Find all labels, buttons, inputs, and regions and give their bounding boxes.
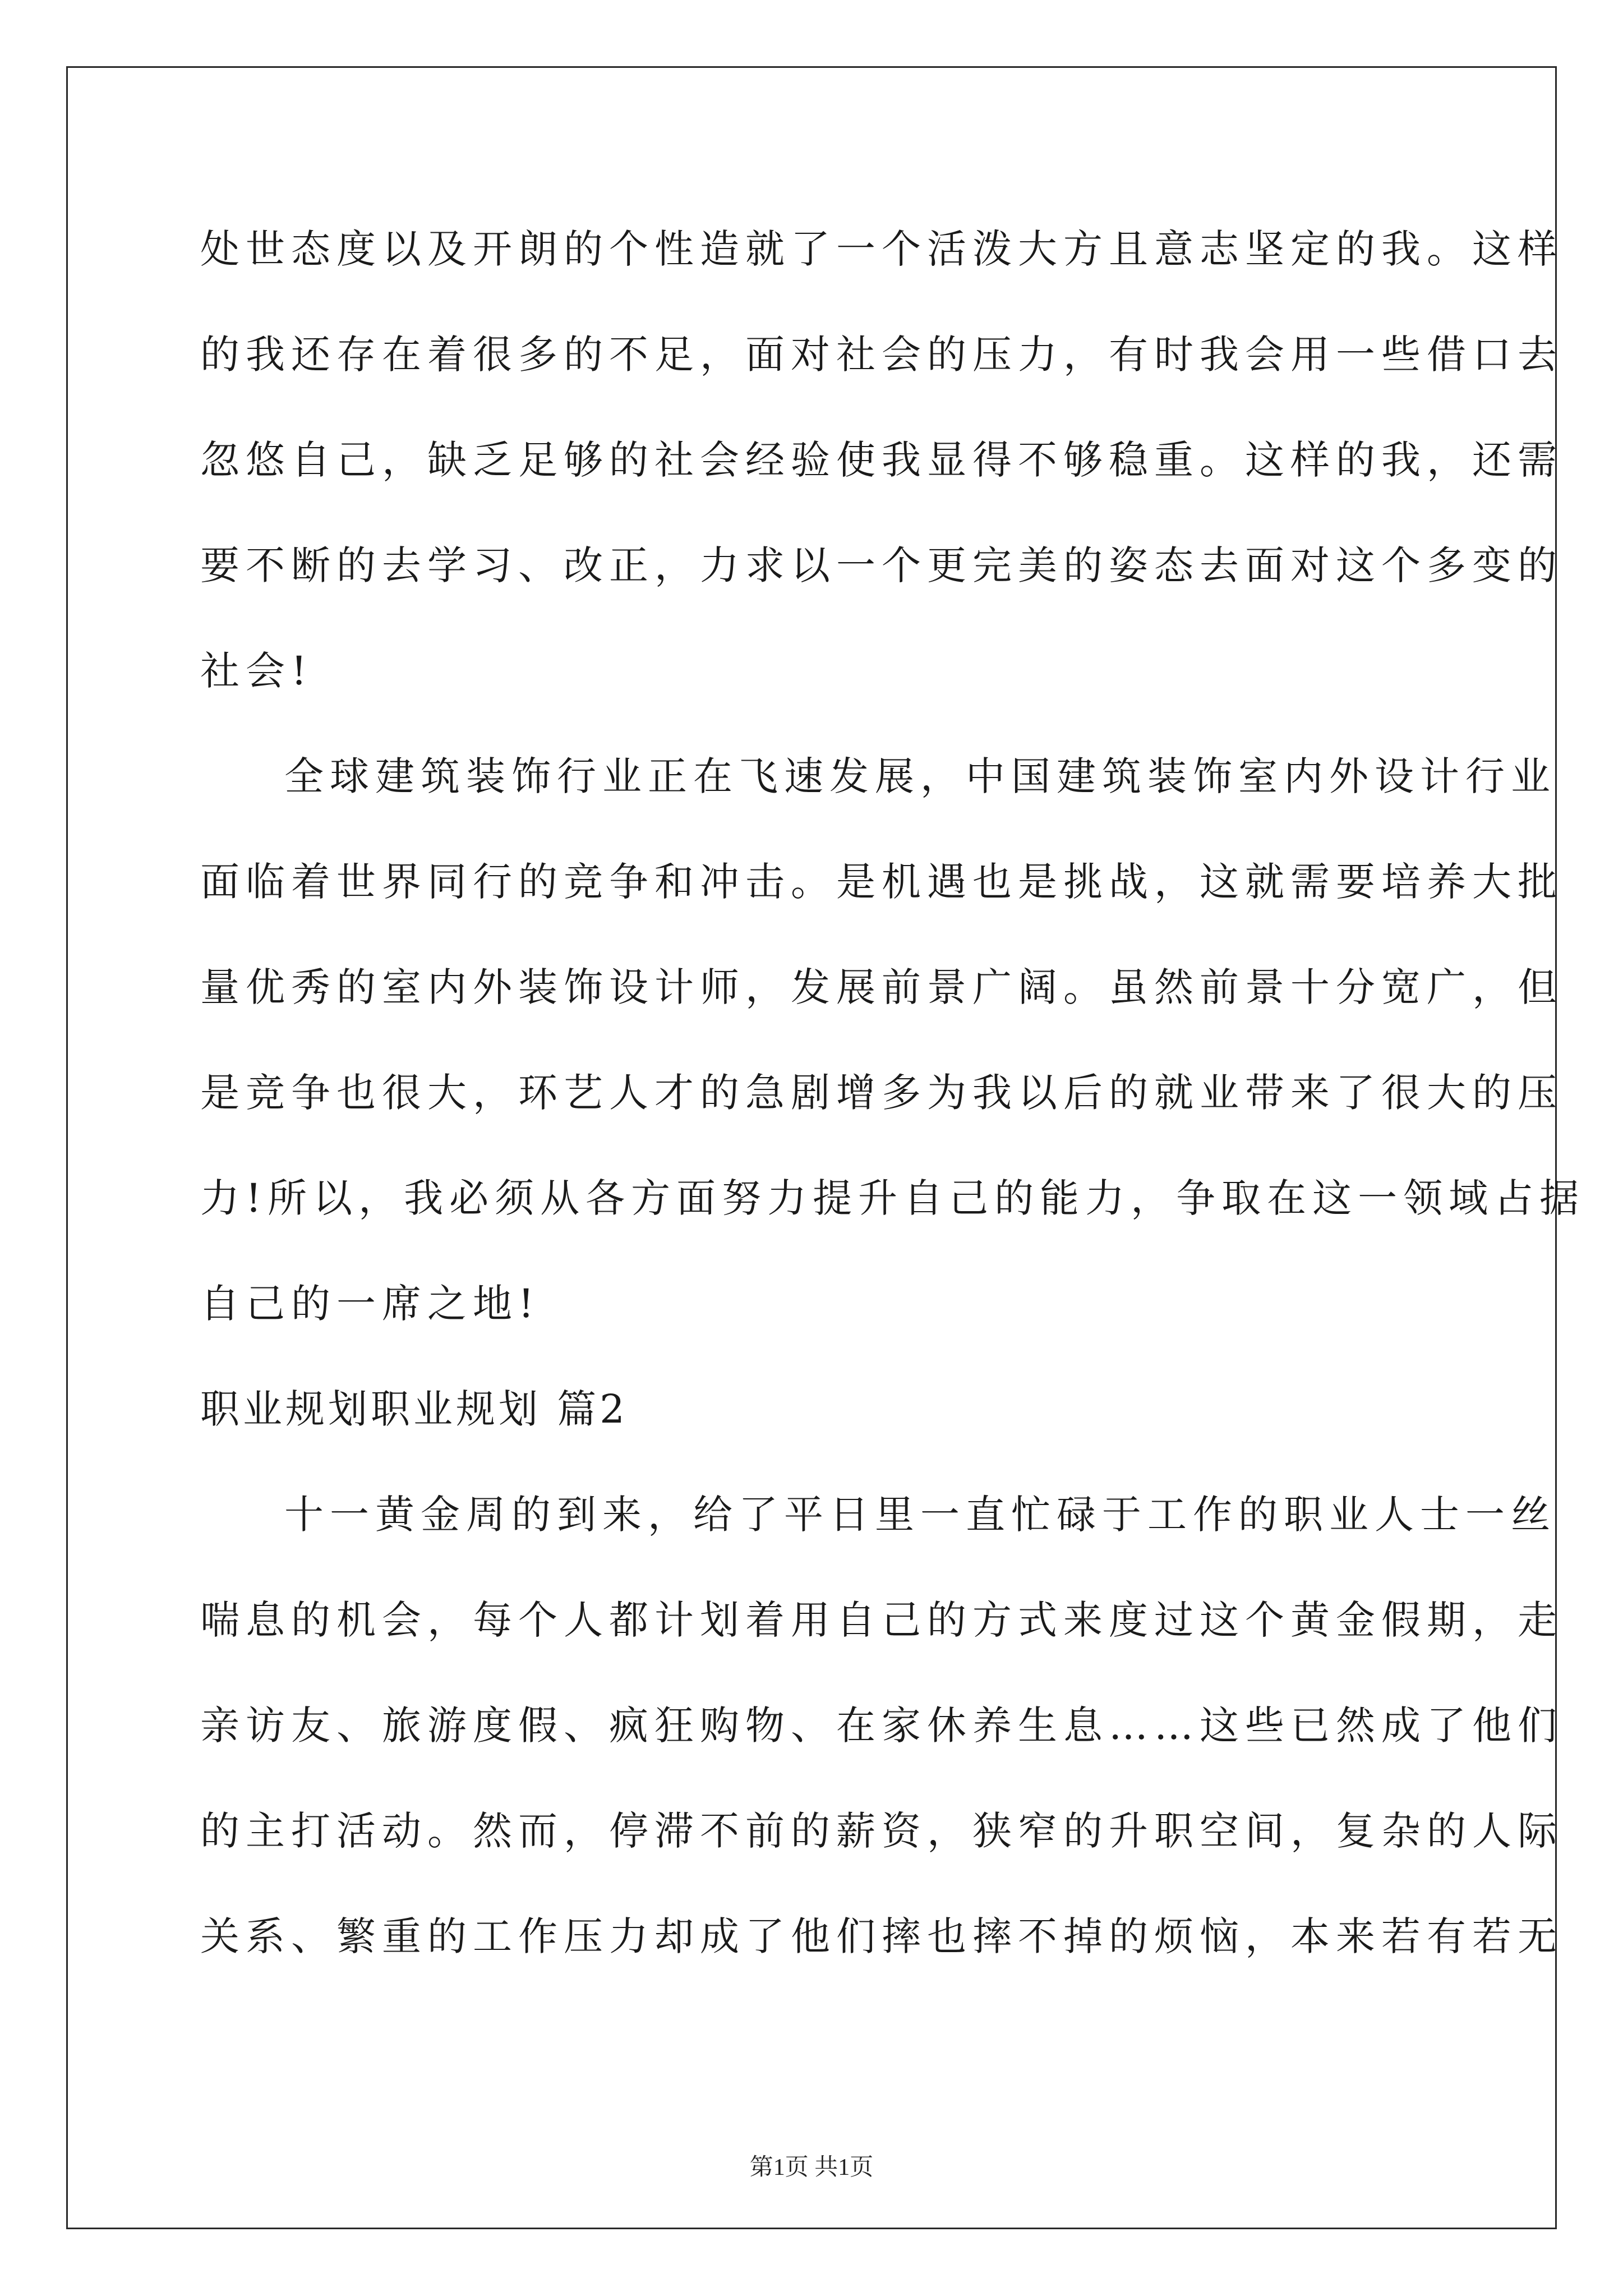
paragraph-first-line: 全球建筑装饰行业正在飞速发展，中国建筑装饰室内外设计行业 (284, 753, 1556, 799)
text-line: 喘息的机会，每个人都计划着用自己的方式来度过这个黄金假期，走 (200, 1597, 1563, 1643)
text-line: 的主打活动。然而，停滞不前的薪资，狭窄的升职空间，复杂的人际 (200, 1808, 1563, 1854)
text-line: 要不断的去学习、改正，力求以一个更完美的姿态去面对这个多变的 (200, 542, 1563, 588)
text-line: 忽悠自己，缺乏足够的社会经验使我显得不够稳重。这样的我，还需 (200, 437, 1563, 483)
text-line: 面临着世界同行的竞争和冲击。是机遇也是挑战，这就需要培养大批 (200, 859, 1563, 905)
text-line: 是竞争也很大，环艺人才的急剧增多为我以后的就业带来了很大的压 (200, 1070, 1563, 1116)
text-line: 处世态度以及开朗的个性造就了一个活泼大方且意志坚定的我。这样 (200, 226, 1563, 272)
text-line: 自己的一席之地! (200, 1281, 541, 1327)
section-heading: 职业规划职业规划 篇2 (200, 1386, 628, 1432)
text-line: 力!所以，我必须从各方面努力提升自己的能力，争取在这一领域占据 (200, 1175, 1585, 1221)
page-footer: 第1页 共1页 (749, 2155, 874, 2180)
text-line: 亲访友、旅游度假、疯狂购物、在家休养生息……这些已然成了他们 (200, 1703, 1563, 1749)
text-line: 的我还存在着很多的不足，面对社会的压力，有时我会用一些借口去 (200, 332, 1563, 378)
text-line: 量优秀的室内外装饰设计师，发展前景广阔。虽然前景十分宽广，但 (200, 964, 1563, 1010)
text-line: 关系、繁重的工作压力却成了他们摔也摔不掉的烦恼，本来若有若无 (200, 1913, 1563, 1959)
document-body (200, 196, 1585, 1989)
paragraph-first-line: 十一黄金周的到来，给了平日里一直忙碌于工作的职业人士一丝 (284, 1492, 1556, 1538)
text-line: 社会! (200, 648, 313, 694)
